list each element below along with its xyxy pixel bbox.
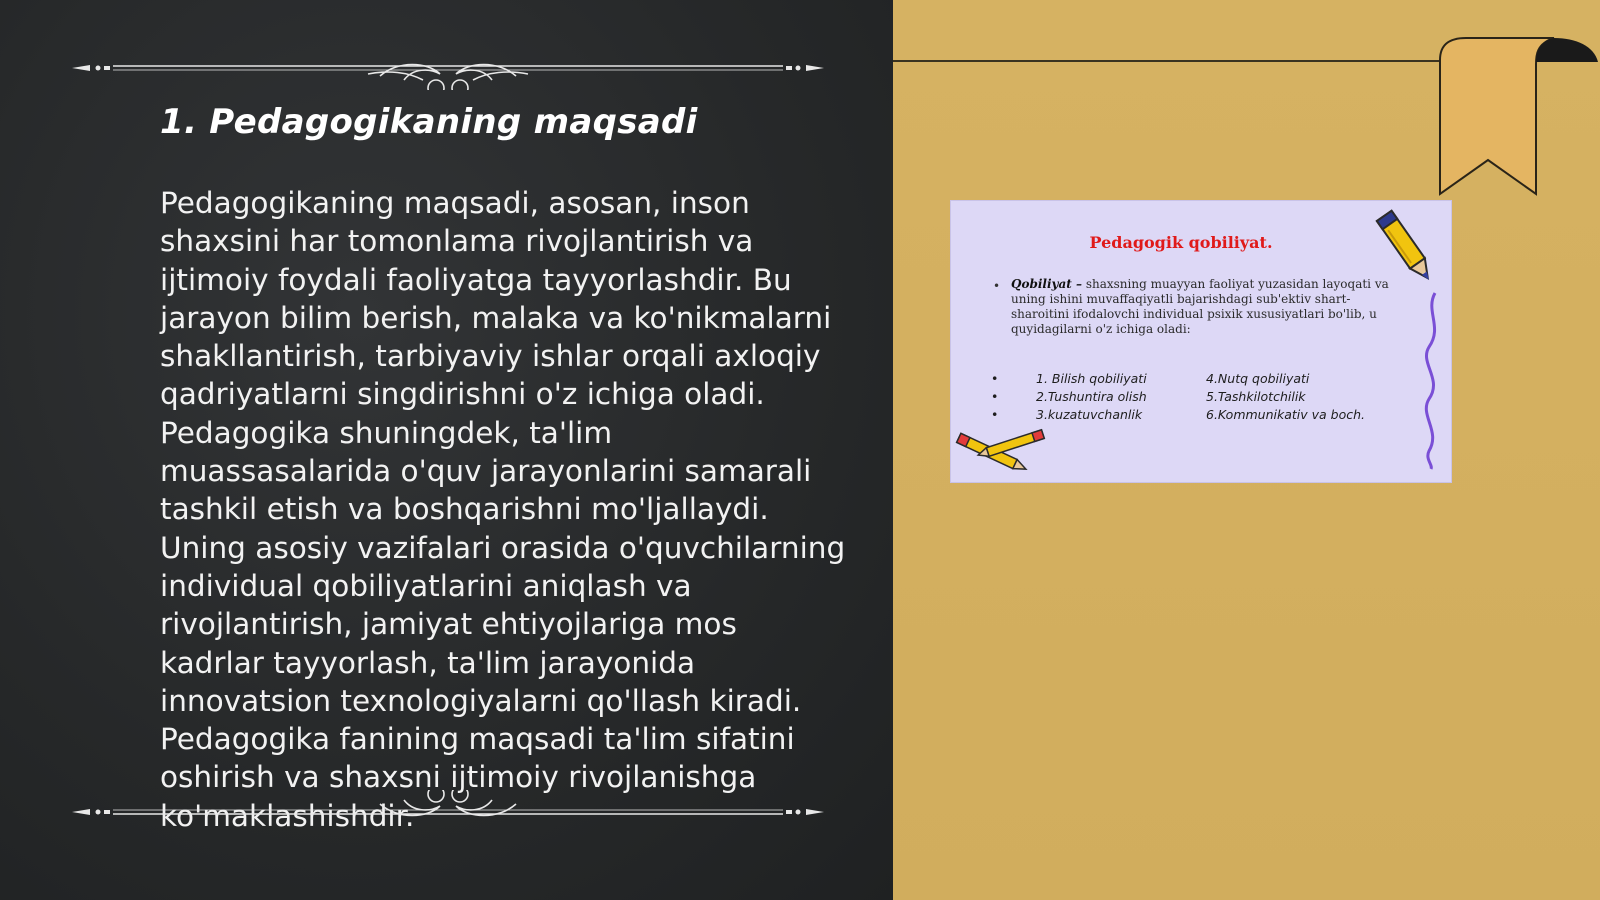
ability-item: 5.Tashkilotchilik xyxy=(1206,389,1306,404)
definition-paragraph xyxy=(1011,277,1391,337)
bookmark-ribbon-icon xyxy=(1436,36,1600,198)
definition-text: shaxsning muayyan faoliyat yuzasidan layoqati va uning ishini muvaffaqiyatli bajarishdagi sub'ektiv shart-sharoitini ifodalovchi individual psixik xususiyatlari bo'lib, u quyidagilarni o'z ichiga oladi: xyxy=(1011,277,1389,336)
inset-title: Pedagogik qobiliyat. xyxy=(1089,233,1273,252)
inset-slide-image xyxy=(950,200,1452,483)
divider-line xyxy=(893,60,1453,62)
list-bullet: • xyxy=(991,389,999,404)
ability-list-row xyxy=(991,389,1421,405)
list-bullet: • xyxy=(991,407,999,422)
ability-item: 2.Tushuntira olish xyxy=(1036,389,1147,404)
squiggle-icon xyxy=(1421,291,1445,471)
ability-item: 1. Bilish qobiliyati xyxy=(1036,371,1147,386)
ability-item: 3.kuzatuvchanlik xyxy=(1036,407,1143,422)
ornamental-divider-icon xyxy=(68,40,828,90)
slide-title: 1. Pedagogikaning maqsadi xyxy=(160,102,698,142)
ability-item: 6.Kommunikativ va boch. xyxy=(1206,407,1366,422)
ability-item: 4.Nutq qobiliyati xyxy=(1206,371,1310,386)
ability-list-row xyxy=(991,407,1421,423)
list-bullet: • xyxy=(991,371,999,386)
ability-list-row xyxy=(991,371,1421,387)
definition-term: Qobiliyat – xyxy=(1011,277,1082,291)
definition-bullet: • xyxy=(993,279,1001,293)
pen-icon xyxy=(1371,201,1441,293)
ornamental-divider-icon xyxy=(68,790,828,840)
crossed-pencils-icon xyxy=(951,426,1051,482)
slide-body-text: Pedagogikaning maqsadi, asosan, inson shaxsini har tomonlama rivojlantirish va ijtimoiy foydali faoliyatga tayyorlashdir. Bu jarayon bilim berish, malaka va ko'nikmalarni shakllantirish, tarbiyaviy ishlar orqali axloqiy qadriyatlarni singdirishni o'z ichiga oladi. Pedagogika shuningdek, ta'lim muassasalarida o'quv jarayonlarini samarali tashkil etish va boshqarishni mo'ljallaydi. Uning asosiy vazifalari orasida o'quvchilarning individual qobiliyatlarini aniqlash va rivojlantirish, jamiyat ehtiyojlariga mos kadrlar tayyorlash, ta'lim jarayonida innovatsion texnologiyalarni qo'llash kiradi. Pedagogika fanining maqsadi ta'lim sifatini oshirish va shaxsni ijtimoiy rivojlanishga ko'maklashishdir. xyxy=(160,186,846,833)
